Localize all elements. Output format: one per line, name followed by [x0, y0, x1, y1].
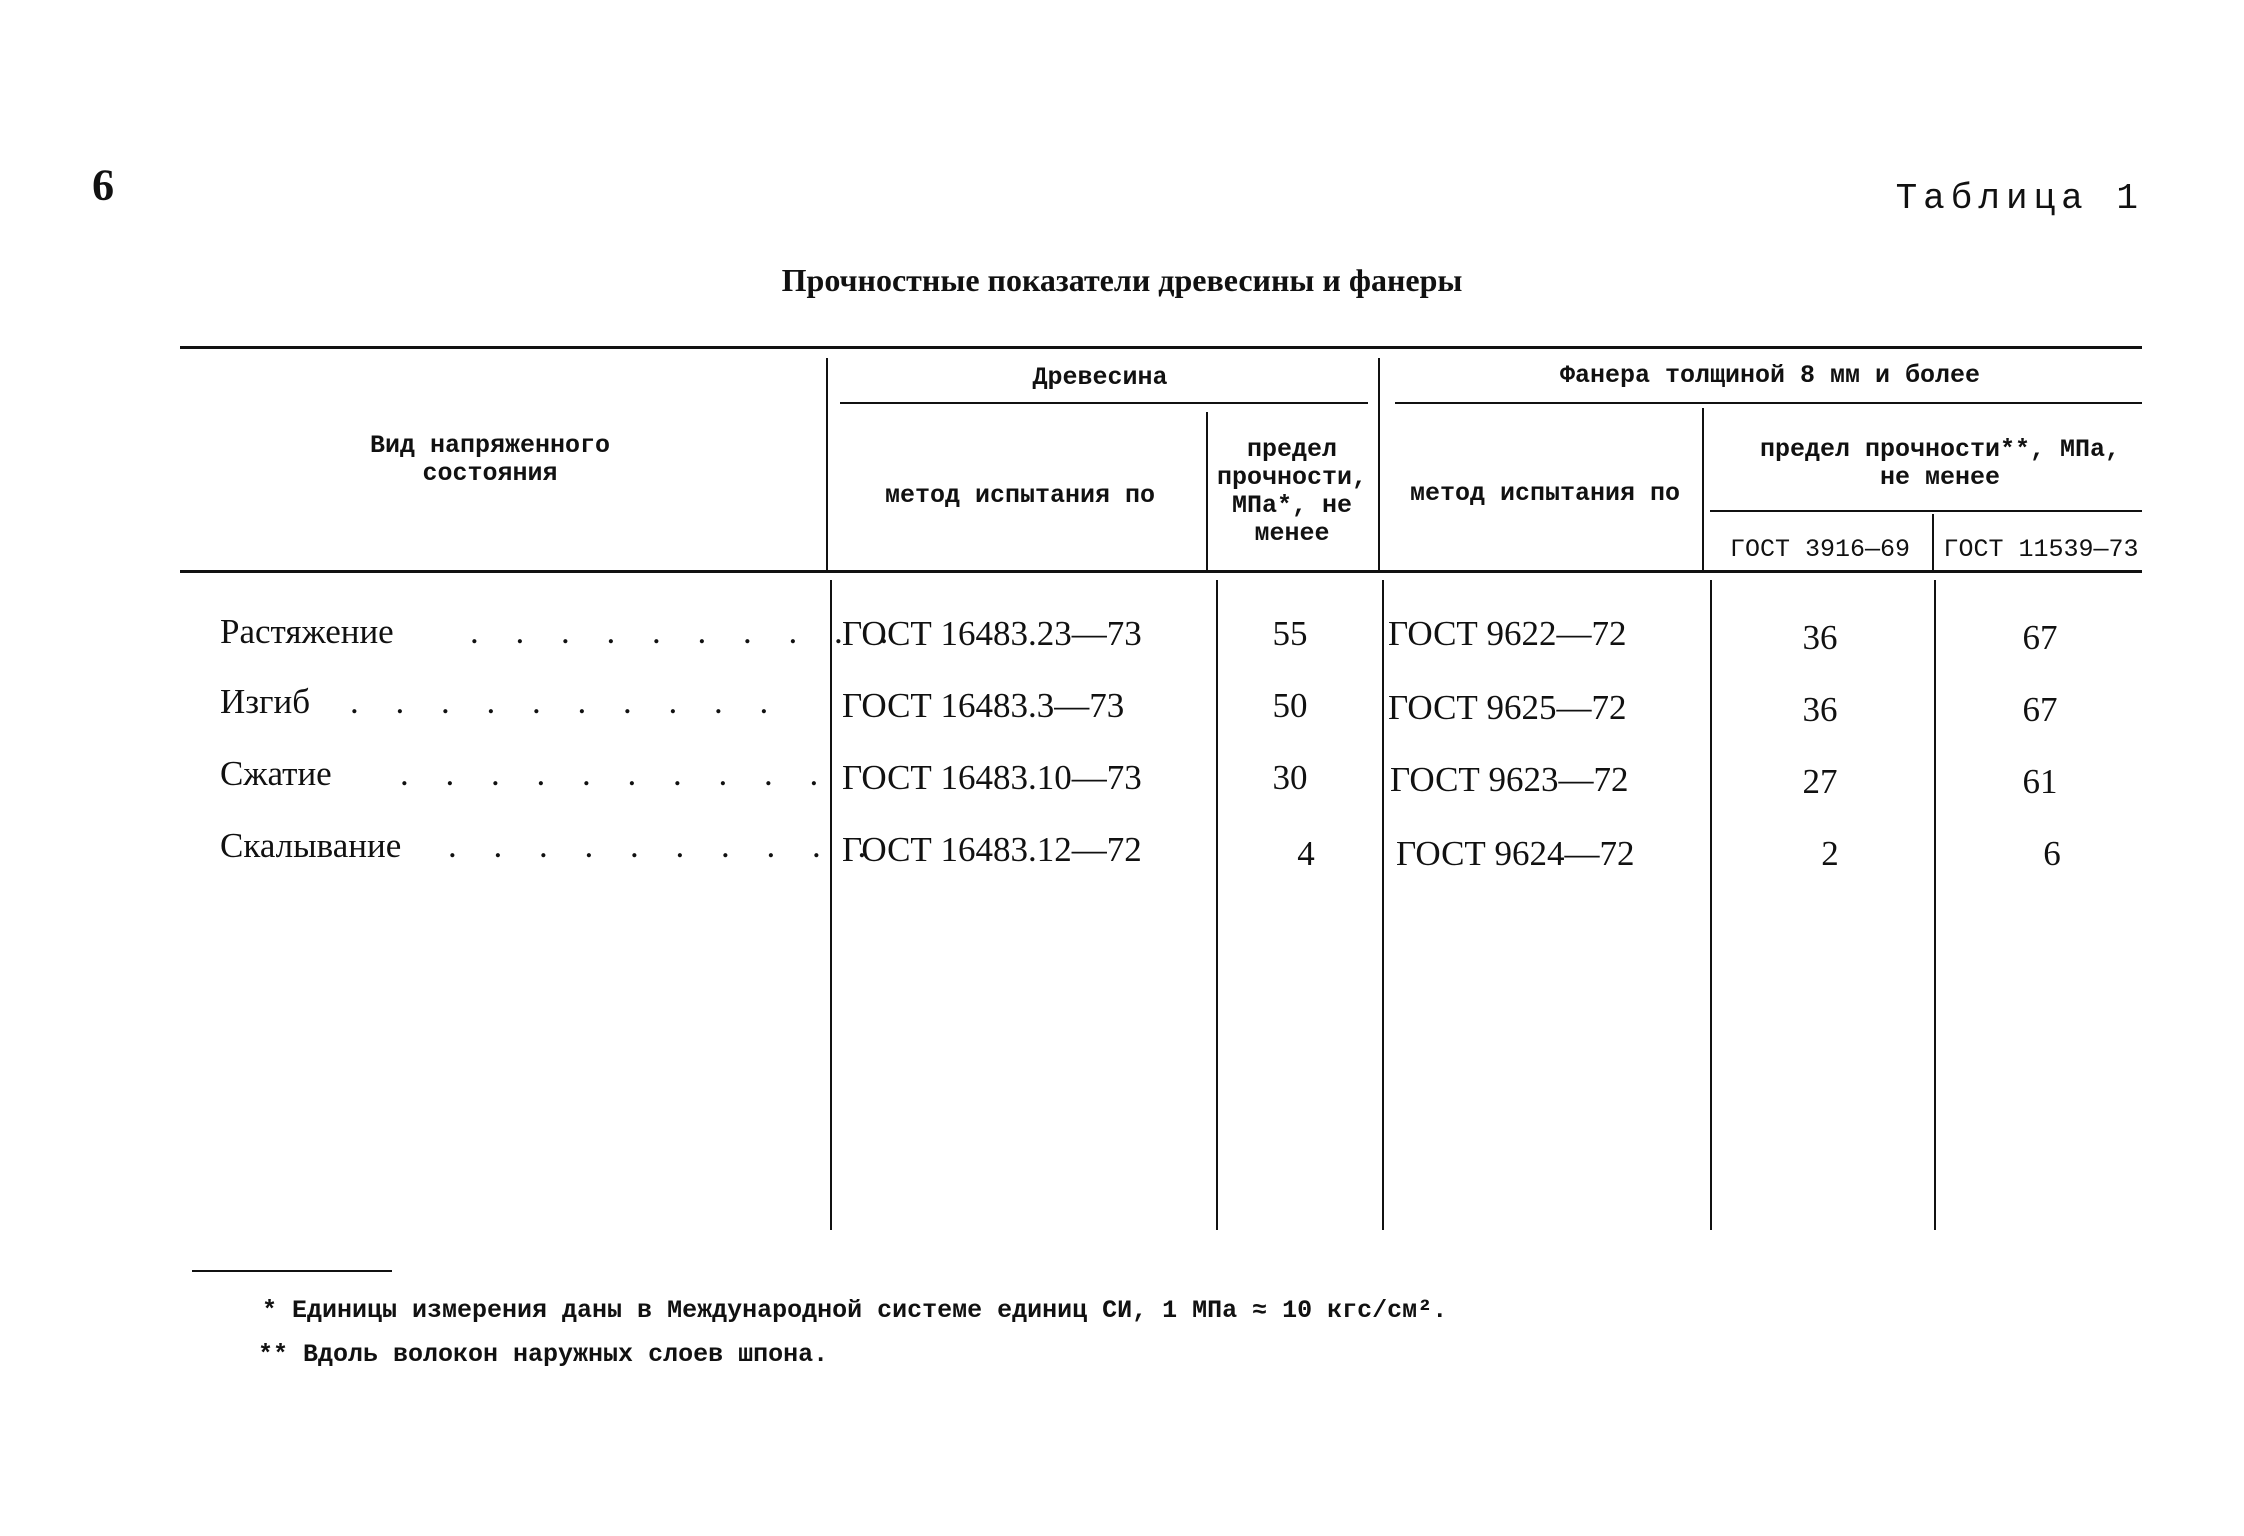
header-plywood-strength: предел прочности**, МПа, не менее: [1759, 435, 2121, 492]
plywood-method-cell: ГОСТ 9624—72: [1396, 834, 1635, 873]
plywood-method-cell: ГОСТ 9625—72: [1388, 688, 1627, 727]
wood-method-cell: ГОСТ 16483.3—73: [842, 686, 1125, 725]
header-stress-type: Вид напряженного состояния: [369, 431, 611, 488]
row-label: Растяжение: [220, 612, 394, 651]
plywood-11539-cell: 67: [2022, 618, 2058, 657]
wood-value-cell: 4: [1297, 834, 1315, 873]
table-title: Прочностные показатели древесины и фанеры: [781, 262, 1463, 298]
col-divider-5: [1932, 514, 1934, 570]
wood-value-cell: 30: [1272, 758, 1308, 797]
page-number: 9: [92, 161, 114, 210]
header-plywood-method: метод испытания по: [1409, 479, 1681, 508]
col-divider-3: [1378, 358, 1380, 570]
plywood-subheader-rule: [1395, 402, 2142, 404]
plywood-method-cell: ГОСТ 9623—72: [1390, 760, 1629, 799]
wood-subheader-rule: [840, 402, 1368, 404]
col-divider-4: [1702, 408, 1704, 570]
row-label: Сжатие: [220, 754, 332, 793]
col-divider-2-body: [1216, 580, 1218, 1230]
table-top-rule: [180, 346, 2142, 349]
plywood-11539-cell: 61: [2022, 762, 2058, 801]
header-wood-method: метод испытания по: [884, 481, 1156, 510]
leader-dots: . . . . . . . . . .: [470, 612, 903, 651]
col-divider-3-body: [1382, 580, 1384, 1230]
header-plywood: Фанера толщиной 8 мм и более: [1559, 361, 1981, 390]
wood-method-cell: ГОСТ 16483.10—73: [842, 758, 1142, 797]
header-gost-11539: ГОСТ 11539—73: [1943, 535, 2139, 564]
plywood-11539-cell: 67: [2022, 690, 2058, 729]
leader-dots: . . . . . . . . . .: [448, 826, 881, 865]
plywood-3916-cell: 2: [1821, 834, 1839, 873]
plywood-method-cell: ГОСТ 9622—72: [1388, 614, 1627, 653]
header-wood: Древесина: [1032, 363, 1168, 392]
plywood-3916-cell: 27: [1802, 762, 1838, 801]
table-label: Таблица 1: [1895, 178, 2144, 219]
leader-dots: . . . . . . . . . .: [400, 754, 833, 793]
plywood-11539-cell: 6: [2043, 834, 2061, 873]
header-bottom-rule: [180, 570, 2142, 573]
footnote-rule: [192, 1270, 392, 1272]
col-divider-4-body: [1710, 580, 1712, 1230]
wood-method-cell: ГОСТ 16483.23—73: [842, 614, 1142, 653]
header-wood-strength: предел прочности, МПа*, не менее: [1216, 435, 1368, 548]
row-label: Скалывание: [220, 826, 402, 865]
footnote-2: ** Вдоль волокон наружных слоев шпона.: [258, 1340, 829, 1369]
header-gost-3916: ГОСТ 3916—69: [1729, 535, 1911, 564]
plywood-3916-cell: 36: [1802, 618, 1838, 657]
col-divider-5-body: [1934, 580, 1936, 1230]
col-divider-1: [826, 358, 828, 570]
strength-subheader-rule: [1710, 510, 2142, 512]
row-label: Изгиб: [220, 682, 310, 721]
plywood-3916-cell: 36: [1802, 690, 1838, 729]
wood-method-cell: ГОСТ 16483.12—72: [842, 830, 1142, 869]
footnote-1: * Единицы измерения даны в Международной системе единиц СИ, 1 МПа ≈ 10 кгс/см².: [262, 1296, 1448, 1325]
col-divider-1-body: [830, 580, 832, 1230]
wood-value-cell: 55: [1272, 614, 1308, 653]
wood-value-cell: 50: [1272, 686, 1308, 725]
leader-dots: . . . . . . . . . .: [350, 682, 783, 721]
